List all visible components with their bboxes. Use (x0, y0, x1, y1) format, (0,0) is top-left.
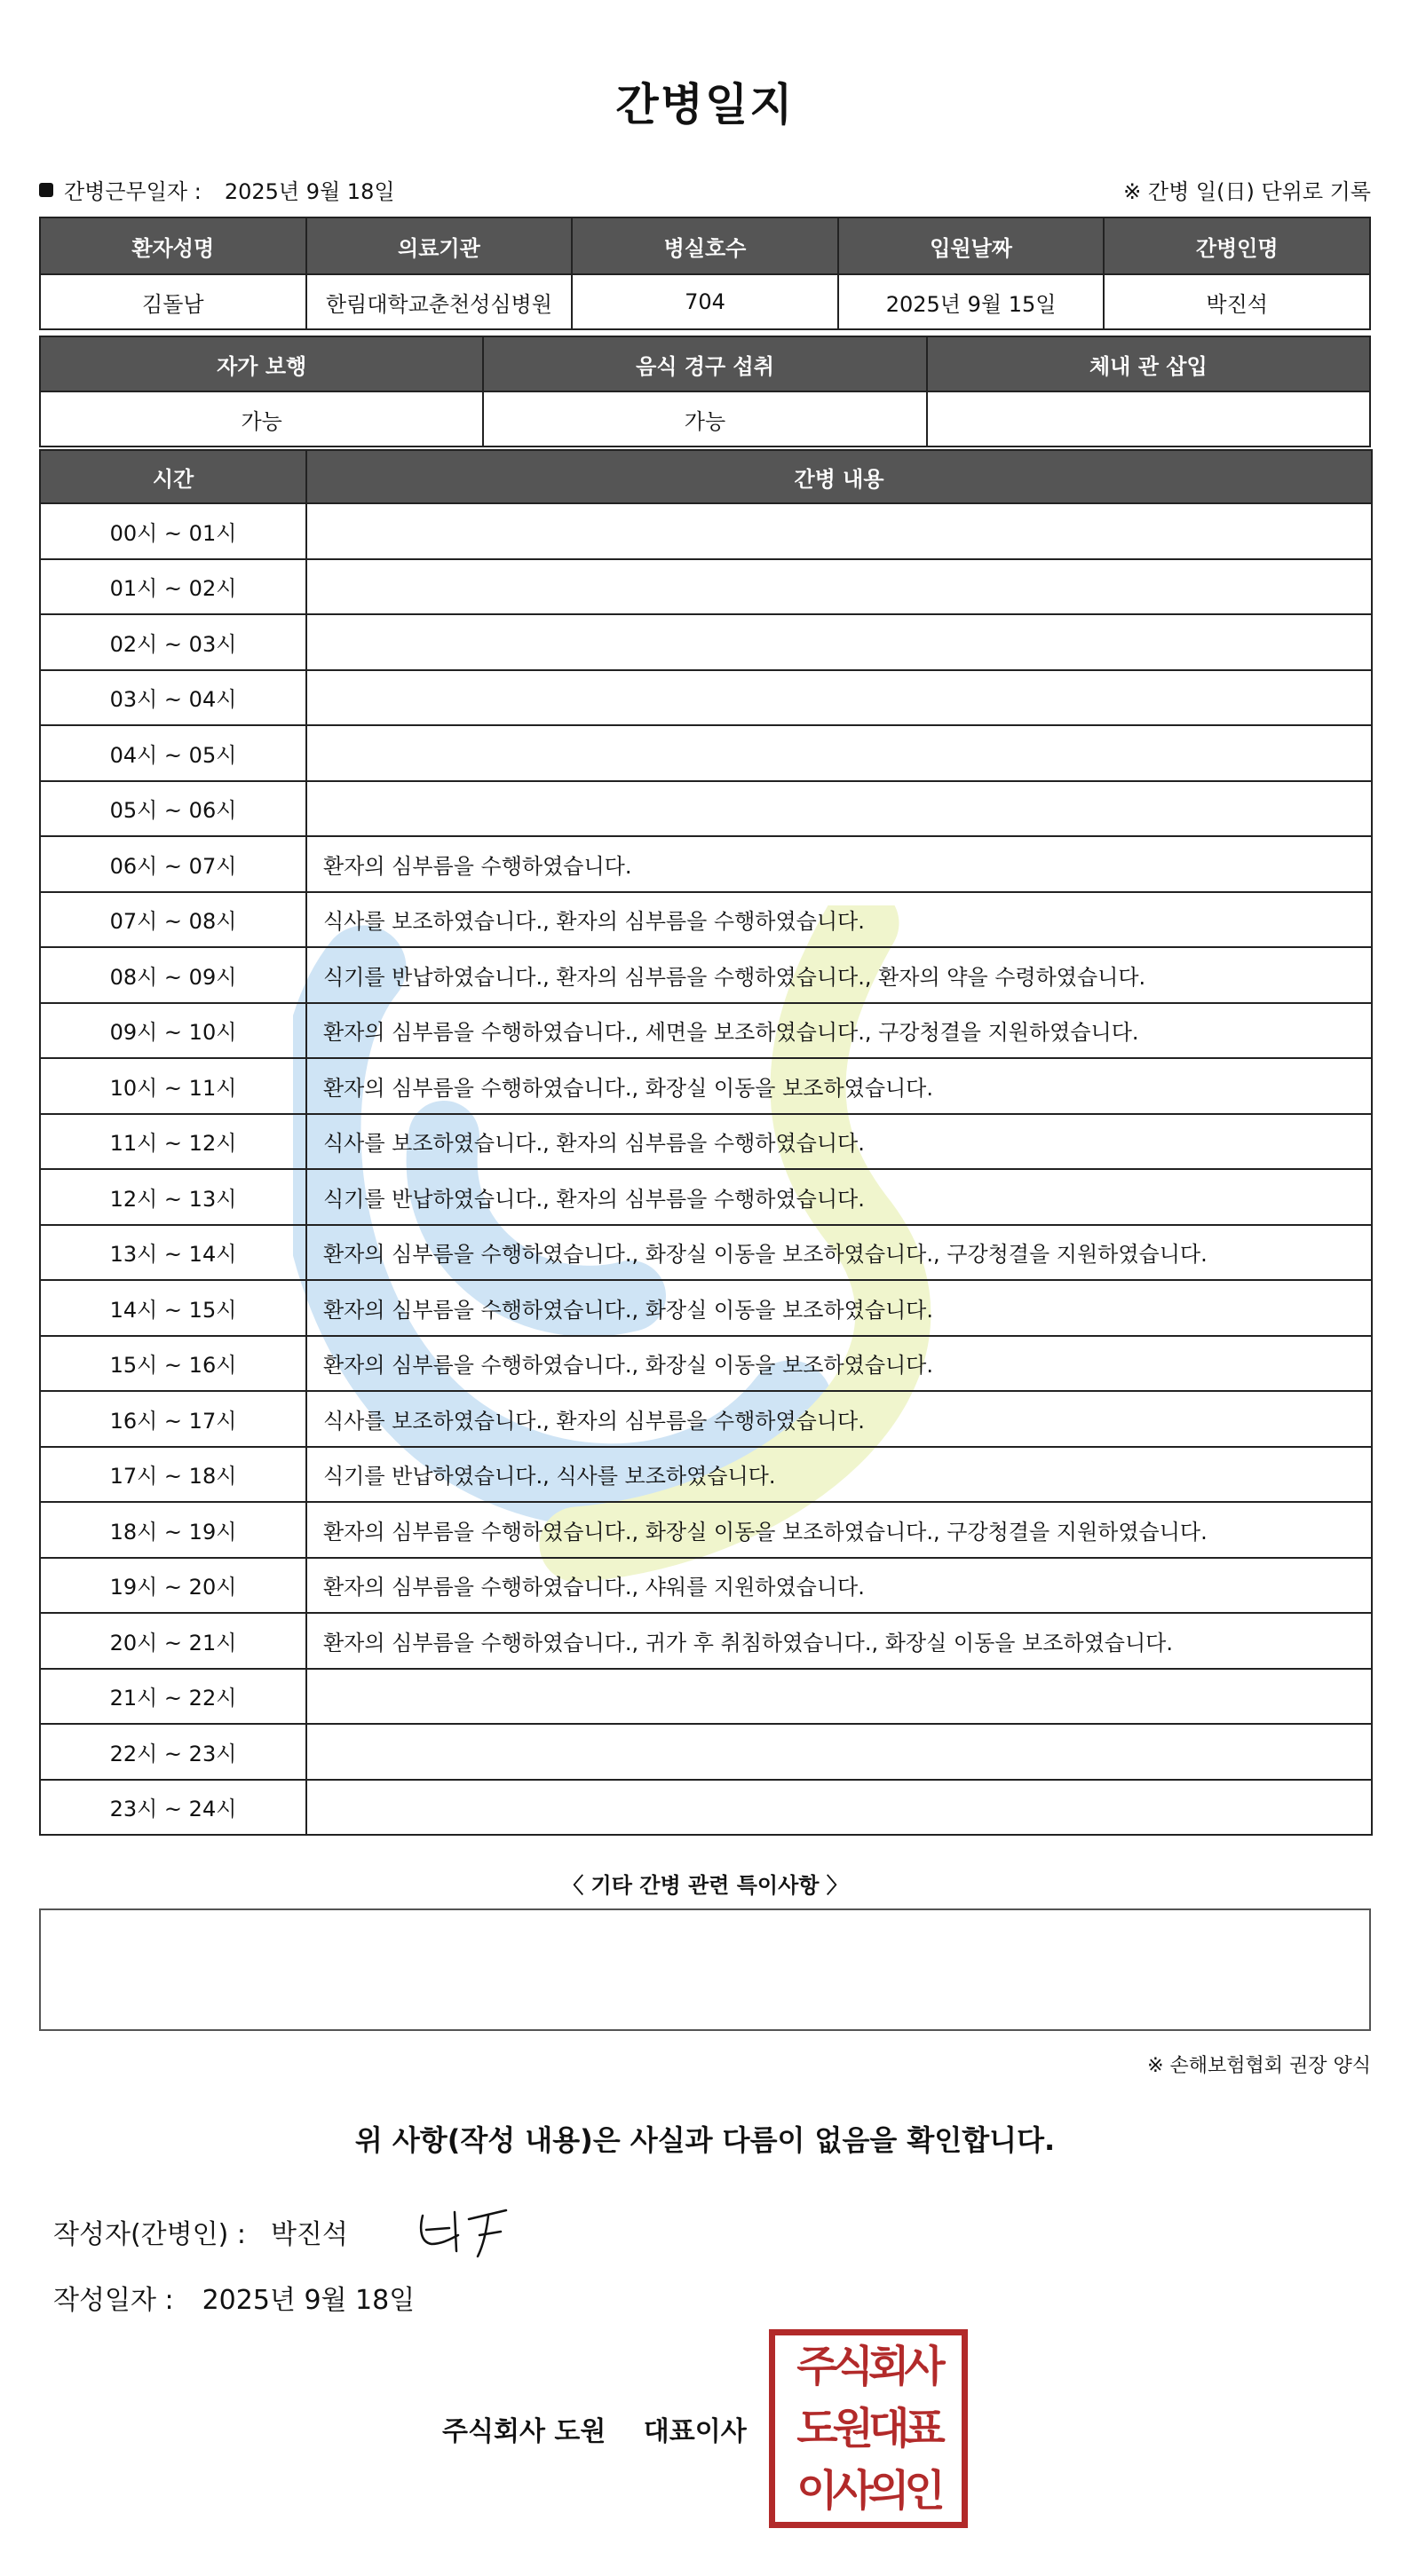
hospital: 한림대학교춘천성심병원 (306, 274, 573, 329)
care-content (306, 559, 1372, 615)
seal-row (775, 2398, 962, 2460)
table-row (40, 1391, 1372, 1447)
header-caregiver: 간병인명 (1104, 217, 1370, 274)
table-row (40, 559, 1372, 615)
written-date-value: 2025년 9월 18일 (202, 2285, 416, 2316)
table-row (40, 1447, 1372, 1503)
table-row (40, 781, 1372, 837)
notes-title: 〈 기타 간병 관련 특이사항 〉 (562, 1873, 848, 1898)
table-row (40, 1502, 1372, 1558)
time-slot: 14시 ~ 15시 (40, 1280, 306, 1336)
bullet-square-icon (39, 183, 53, 197)
header-room: 병실호수 (572, 217, 838, 274)
handwritten-signature (416, 2200, 522, 2262)
table-row (40, 1280, 1372, 1336)
header-hospital: 의료기관 (306, 217, 573, 274)
table-row (40, 1558, 1372, 1614)
care-content: 환자의 심부름을 수행하였습니다., 화장실 이동을 보조하였습니다. (306, 1058, 1372, 1114)
care-content: 식사를 보조하였습니다., 환자의 심부름을 수행하였습니다. (306, 1391, 1372, 1447)
table-row (40, 836, 1372, 892)
care-log-rows (40, 503, 1372, 1835)
tube-insertion (927, 391, 1370, 446)
care-content: 식기를 반납하였습니다., 환자의 심부름을 수행하였습니다., 환자의 약을 수령하였습니다. (306, 947, 1372, 1003)
table-row (40, 1225, 1372, 1281)
patient-name: 김돌남 (40, 274, 306, 329)
care-content (306, 1669, 1372, 1725)
writer-line (53, 2212, 348, 2251)
notes-box (39, 1908, 1371, 2031)
seal-row (775, 2335, 962, 2398)
duty-date-value: 2025년 9월 18일 (224, 179, 395, 204)
seal-row (775, 2460, 962, 2522)
document-title: 간병일지 (615, 79, 795, 130)
time-slot: 07시 ~ 08시 (40, 892, 306, 948)
care-content (306, 670, 1372, 726)
time-slot: 17시 ~ 18시 (40, 1447, 306, 1503)
written-date-label: 작성일자 : (53, 2285, 174, 2316)
care-content: 환자의 심부름을 수행하였습니다., 화장실 이동을 보조하였습니다. (306, 1280, 1372, 1336)
time-slot: 18시 ~ 19시 (40, 1502, 306, 1558)
header-self-walking: 자가 보행 (40, 336, 483, 391)
time-slot: 08시 ~ 09시 (40, 947, 306, 1003)
care-content: 식사를 보조하였습니다., 환자의 심부름을 수행하였습니다. (306, 1114, 1372, 1170)
time-slot: 04시 ~ 05시 (40, 725, 306, 781)
table-row (40, 1336, 1372, 1392)
table-row (40, 1114, 1372, 1170)
table-row (40, 1669, 1372, 1725)
time-slot: 11시 ~ 12시 (40, 1114, 306, 1170)
header-oral-intake: 음식 경구 섭취 (483, 336, 926, 391)
care-content (306, 1780, 1372, 1836)
table-row (40, 947, 1372, 1003)
time-slot: 16시 ~ 17시 (40, 1391, 306, 1447)
duty-date-label: 간병근무일자 : (64, 179, 202, 204)
time-slot: 00시 ~ 01시 (40, 503, 306, 559)
table-row (40, 1780, 1372, 1836)
seal-text: 이사의인 (796, 2466, 940, 2516)
time-slot: 10시 ~ 11시 (40, 1058, 306, 1114)
care-content (306, 503, 1372, 559)
care-content: 환자의 심부름을 수행하였습니다., 귀가 후 취침하였습니다., 화장실 이동을 보조하였습니다. (306, 1613, 1372, 1669)
table-row (40, 1169, 1372, 1225)
oral-intake: 가능 (483, 391, 926, 446)
caregiver-name: 박진석 (1104, 274, 1370, 329)
care-content: 식기를 반납하였습니다., 식사를 보조하였습니다. (306, 1447, 1372, 1503)
time-slot: 21시 ~ 22시 (40, 1669, 306, 1725)
writer-label: 작성자(간병인) : (53, 2219, 246, 2250)
unit-note: ※ 간병 일(日) 단위로 기록 (1123, 179, 1371, 204)
seal-text: 도원대표 (796, 2404, 940, 2454)
time-slot: 19시 ~ 20시 (40, 1558, 306, 1614)
care-content (306, 781, 1372, 837)
time-slot: 09시 ~ 10시 (40, 1003, 306, 1059)
header-time: 시간 (40, 450, 306, 503)
self-walking: 가능 (40, 391, 483, 446)
confirmation-statement: 위 사항(작성 내용)은 사실과 다름이 없음을 확인합니다. (354, 2123, 1056, 2157)
time-slot: 01시 ~ 02시 (40, 559, 306, 615)
table-row (40, 614, 1372, 670)
care-log-table (39, 449, 1373, 1836)
seal-text: 주식회사 (796, 2342, 940, 2391)
company-name: 주식회사 도원 (442, 2416, 606, 2447)
care-content: 환자의 심부름을 수행하였습니다. (306, 836, 1372, 892)
table-row (40, 725, 1372, 781)
header-patient-name: 환자성명 (40, 217, 306, 274)
care-content: 환자의 심부름을 수행하였습니다., 세면을 보조하였습니다., 구강청결을 지원하였습니다. (306, 1003, 1372, 1059)
care-content (306, 614, 1372, 670)
table-row (40, 1724, 1372, 1780)
time-slot: 23시 ~ 24시 (40, 1780, 306, 1836)
company-seal-stamp (769, 2329, 968, 2528)
table-row (40, 1613, 1372, 1669)
written-date-line (53, 2278, 415, 2317)
room-number: 704 (572, 274, 838, 329)
care-content: 환자의 심부름을 수행하였습니다., 화장실 이동을 보조하였습니다., 구강청결을 지원하였습니다. (306, 1502, 1372, 1558)
care-content: 식기를 반납하였습니다., 환자의 심부름을 수행하였습니다. (306, 1169, 1372, 1225)
time-slot: 13시 ~ 14시 (40, 1225, 306, 1281)
patient-info-table (39, 217, 1371, 330)
care-content: 환자의 심부름을 수행하였습니다., 화장실 이동을 보조하였습니다., 구강청결을 지원하였습니다. (306, 1225, 1372, 1281)
table-row (40, 1003, 1372, 1059)
recommend-note: ※ 손해보험협회 권장 양식 (1147, 2055, 1371, 2077)
time-slot: 15시 ~ 16시 (40, 1336, 306, 1392)
writer-name: 박진석 (270, 2219, 348, 2250)
care-content (306, 725, 1372, 781)
patient-status-table (39, 336, 1371, 447)
care-content: 환자의 심부름을 수행하였습니다., 화장실 이동을 보조하였습니다. (306, 1336, 1372, 1392)
care-content: 식사를 보조하였습니다., 환자의 심부름을 수행하였습니다. (306, 892, 1372, 948)
care-content: 환자의 심부름을 수행하였습니다., 샤워를 지원하였습니다. (306, 1558, 1372, 1614)
company-line (442, 2409, 747, 2448)
table-row (40, 670, 1372, 726)
time-slot: 02시 ~ 03시 (40, 614, 306, 670)
time-slot: 22시 ~ 23시 (40, 1724, 306, 1780)
header-admission-date: 입원날짜 (838, 217, 1105, 274)
care-content (306, 1724, 1372, 1780)
table-row (40, 892, 1372, 948)
time-slot: 12시 ~ 13시 (40, 1169, 306, 1225)
representative-title: 대표이사 (643, 2416, 747, 2447)
header-care-content: 간병 내용 (306, 450, 1372, 503)
table-row (40, 503, 1372, 559)
time-slot: 20시 ~ 21시 (40, 1613, 306, 1669)
header-tube-insertion: 체내 관 삽입 (927, 336, 1370, 391)
duty-date (39, 174, 395, 205)
time-slot: 06시 ~ 07시 (40, 836, 306, 892)
table-row (40, 1058, 1372, 1114)
time-slot: 05시 ~ 06시 (40, 781, 306, 837)
time-slot: 03시 ~ 04시 (40, 670, 306, 726)
admission-date: 2025년 9월 15일 (838, 274, 1105, 329)
